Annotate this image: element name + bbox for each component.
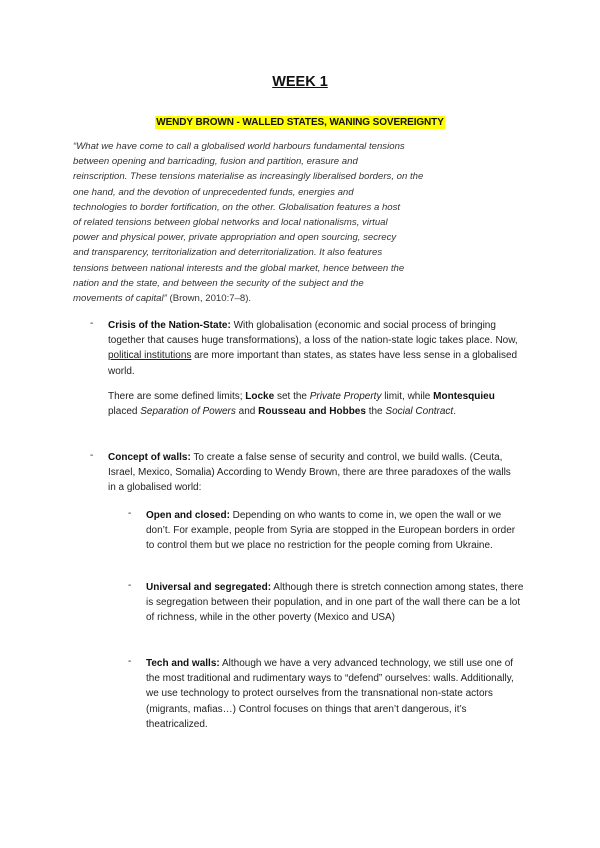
separation-of-powers-term: Separation of Powers [140, 406, 236, 418]
page-title: WEEK 1 [272, 74, 328, 90]
limits-text: There are some defined limits; [108, 391, 246, 402]
limits-text: . [453, 406, 456, 418]
quote-line: of related tensions between global networks and local nationalisms, virtual [73, 217, 388, 229]
crisis-heading: Crisis of the Nation-State: [108, 320, 231, 331]
limits-text: the [365, 406, 386, 418]
crisis-text-1: With globalisation (economic and social process of bringing together that causes huge transformations), a loss of the nation-state logic takes place. Now, [108, 320, 518, 347]
quote-line: one hand, and the devotion of unprecedented funds, energies and [73, 186, 354, 198]
walls-text: To create a false sense of security and control, we build walls. (Ceuta, Israel, Mexico, Somalia) According to Wendy Brown, there are three paradoxes of the walls in a globalised world: [108, 452, 511, 494]
quote-line: between opening and barricading, fusion and partition, erasure and [73, 156, 358, 168]
subtitle-highlight: WENDY BROWN - WALLED STATES, WANING SOVEREIGNTY [156, 117, 444, 128]
private-property-term: Private Property [309, 391, 382, 402]
locke-name: Locke [245, 391, 275, 402]
social-contract-term: Social Contract [385, 406, 454, 418]
limits-paragraph [108, 389, 520, 419]
universal-segregated-text: Although there is stretch connection among states, there is segregation between their population, and in one part of the wall there can be a lot of richness, while in the other poverty (Mexico and USA) [146, 582, 524, 624]
quote-line: reinscription. These tensions materialise as increasingly liberalised borders, on the [73, 171, 424, 183]
limits-text: and [235, 406, 259, 418]
open-closed-text: Depending on who wants to come in, we open the wall or we don’t. For example, people from Syria are stopped in the European borders in order to control them but we place no restriction for the people coming from Ukraine. [146, 510, 516, 552]
walls-paragraph [108, 450, 520, 496]
quote-last-line [73, 291, 473, 306]
crisis-paragraph [108, 318, 520, 379]
tech-walls-heading: Tech and walls: [146, 658, 220, 669]
quote-line: nation and the state, and between the security of the subject and the [73, 277, 364, 289]
limits-text: placed [108, 406, 141, 418]
open-closed-item [146, 508, 526, 554]
quote-line: power and physical power, private appropriation and open sourcing, secrecy [73, 232, 397, 244]
universal-segregated-item [146, 580, 526, 626]
crisis-text-2: are more important than states, as states have less sense in a globalised world. [108, 350, 518, 377]
quote-line: tensions between national interests and the global market, hence between the [73, 262, 405, 274]
quote-line: “What we have come to call a globalised world harbours fundamental tensions [73, 141, 405, 152]
quote-citation: (Brown, 2010:7–8). [166, 293, 252, 305]
walls-heading: Concept of walls: [108, 452, 191, 463]
open-closed-heading: Open and closed: [146, 510, 230, 521]
quote-line: and transparency, territorialization and deterritorialization. It also features [73, 247, 383, 259]
tech-walls-text: Although we have a very advanced technology, we still use one of the most traditional and rudimentary ways to “defend” ourselves: walls. Additionally, we use technology to protect ourselves from the transnational non-state actors (migrants, mafias…) Control focuses on things that aren’t dangerous, it’s theatricalized. [146, 658, 514, 730]
limits-text: limit, while [381, 391, 434, 402]
rousseau-hobbes-name: Rousseau and Hobbes [258, 406, 366, 418]
tech-walls-bullet: - [128, 656, 132, 667]
limits-text: set the [274, 391, 310, 402]
universal-segregated-heading: Universal and segregated: [146, 582, 272, 593]
open-closed-bullet: - [128, 508, 132, 519]
quote-line: technologies to border fortification, on the other. Globalisation features a host [73, 201, 401, 213]
tech-walls-item [146, 656, 526, 732]
brown-quote [73, 139, 473, 306]
montesquieu-name: Montesquieu [433, 391, 495, 402]
walls-bullet: - [90, 450, 94, 461]
quote-last-text: movements of capital” [73, 293, 167, 305]
subtitle-container [0, 112, 600, 130]
crisis-bullet: - [90, 318, 94, 329]
universal-segregated-bullet: - [128, 580, 132, 591]
political-institutions-underline: political institutions [108, 350, 192, 362]
